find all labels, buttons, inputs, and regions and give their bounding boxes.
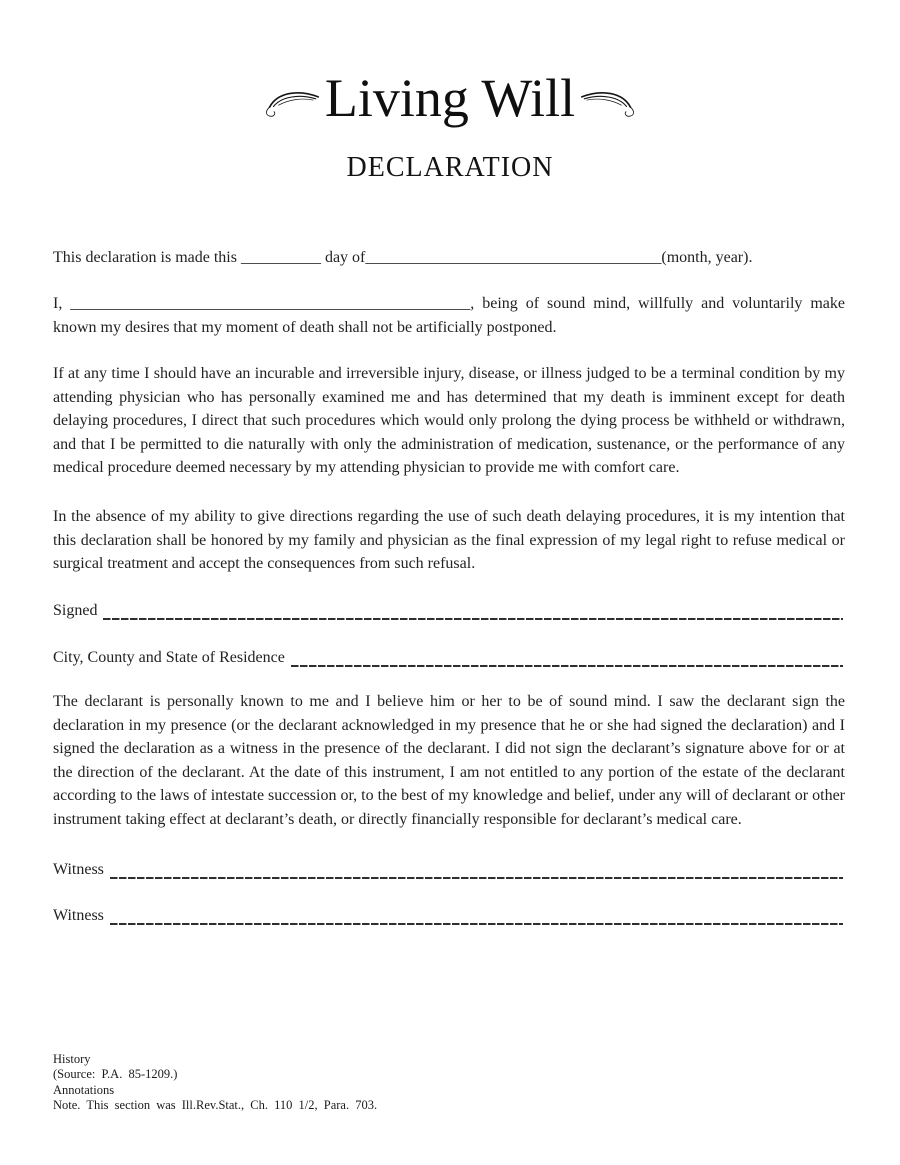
footer-source-line: (Source: P.A. 85-1209.) — [53, 1067, 178, 1082]
footer-note-line: Note. This section was Ill.Rev.Stat., Ch. 110 1/2, Para. 703. — [53, 1097, 378, 1112]
document-title-row — [0, 68, 900, 128]
declarant-intro-paragraph: I, __________________________________________________, being of sound mind, willfully and voluntarily make known my desires that my moment of death shall not be artificially postponed. — [53, 295, 845, 336]
document-subtitle: DECLARATION — [346, 152, 554, 183]
right-flourish-icon — [579, 86, 637, 118]
statutory-footer — [53, 1052, 845, 1113]
signed-label: Signed — [53, 602, 98, 619]
witness1-signature-row — [53, 858, 845, 882]
witness-attestation-paragraph: The declarant is personally known to me and I believe him or her to be of sound mind. I saw the declarant sign the declaration in my presence (or the declarant acknowledged in my presence that he or she had signed the declaration) and I signed the declaration as a witness in the presence of the declarant. I did not sign the declarant’s signature above for or at the direction of the declarant. At the date of this instrument, I am not entitled to any portion of the estate of the declarant according to the laws of intestate succession or, to the best of my knowledge and belief, under any will of declarant or other instrument taking effect at declarant’s death, or directly financially responsible for declarant’s medical care. — [53, 693, 845, 828]
left-flourish-icon — [263, 86, 321, 118]
witness2-signature-row — [53, 904, 845, 928]
witness1-blank-line — [110, 877, 843, 878]
signed-signature-row — [53, 599, 845, 623]
intention-paragraph: In the absence of my ability to give directions regarding the use of such death delaying procedures, it is my intention that this declaration shall be honored by my family and physician as the final expression of my legal right to refuse medical or surgical treatment and accept the consequences from such refusal. — [53, 508, 845, 572]
residence-blank-line — [291, 665, 843, 666]
witness2-blank-line — [110, 923, 843, 924]
witness2-label: Witness — [53, 907, 104, 924]
witness1-label: Witness — [53, 861, 104, 878]
date-line-paragraph: This declaration is made this __________ day of_____________________________________(month, year). — [53, 249, 753, 266]
footer-annotations-heading: Annotations — [53, 1082, 115, 1097]
footer-history-heading: History — [53, 1052, 91, 1066]
terminal-condition-paragraph: If at any time I should have an incurable and irreversible injury, disease, or illness judged to be a terminal condition by my attending physician who has personally examined me and has determined that my death is imminent except for death delaying procedures, I direct that such procedures which would only prolong the dying process be withheld or withdrawn, and that I be permitted to die naturally with only the administration of medication, sustenance, or the performance of any medical procedure deemed necessary by my attending physician to provide me with comfort care. — [53, 365, 845, 476]
residence-label: City, County and State of Residence — [53, 649, 285, 666]
signed-blank-line — [103, 618, 843, 619]
page-title: Living Will — [324, 68, 576, 128]
residence-signature-row — [53, 646, 845, 670]
